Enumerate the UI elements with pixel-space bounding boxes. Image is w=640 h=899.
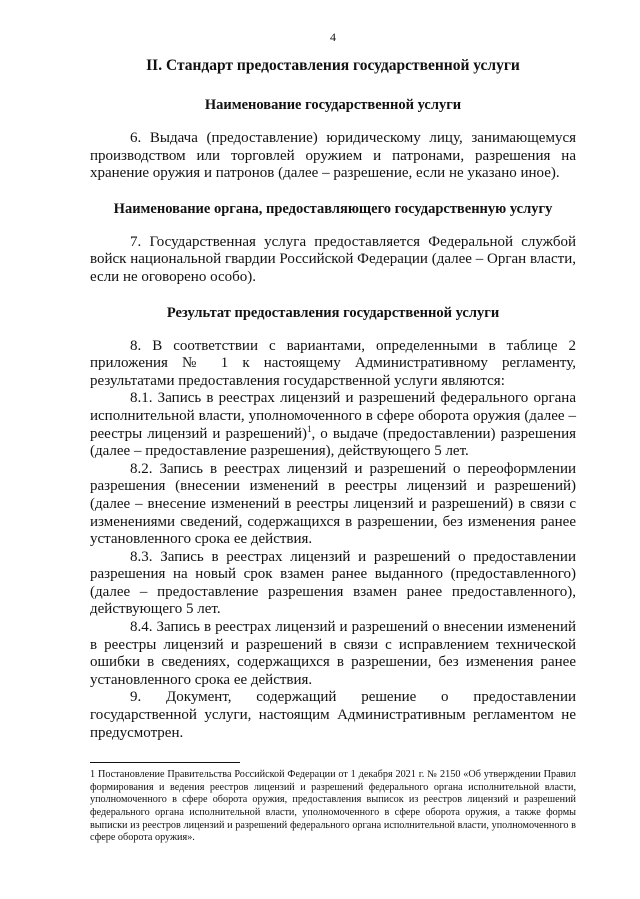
paragraph-8: 8. В соответствии с вариантами, определенными в таблице 2 приложения № 1 к настоящему Административному регламенту, результатами предоставления государственной услуги являются: bbox=[90, 337, 576, 389]
page-number: 4 bbox=[330, 30, 336, 44]
footnote-text: 1 Постановление Правительства Российской Федерации от 1 декабря 2021 г. № 2150 «Об утверждении Правил формирования и ведения реестров лицензий и разрешений федерального органа исполнительной власти, уполномоченного в сфере оборота оружия, предоставления выписок из реестров лицензий и разрешений федерального органа исполнительной власти, уполномоченного в сфере оборота оружия, а также формы выписки из реестров лицензий и разрешений федерального органа исполнительной власти, уполномоченного в сфере оборота оружия». bbox=[90, 769, 576, 844]
paragraph-8-1-continuation: , о выдаче (предоставлении) разрешения (далее – предоставление разрешения), действующего 5 лет. bbox=[90, 425, 576, 460]
heading-service-name: Наименование государственной услуги bbox=[204, 97, 462, 113]
paragraph-8-1-text: 8.1. Запись в реестрах лицензий и разрешений федерального органа исполнительной власти, уполномоченного в сфере оборота оружия (далее – реестры лицензий и разрешений) bbox=[90, 390, 576, 442]
paragraph-8-4: 8.4. Запись в реестрах лицензий и разрешений о внесении изменений в реестры лицензий и разрешений в связи с исправлением технической ошибки в сведениях, содержащихся в разрешении, без изменения ранее установленного срока ее действия. bbox=[90, 619, 576, 688]
heading-result: Результат предоставления государственной услуги bbox=[166, 304, 500, 321]
paragraph-8-2: 8.2. Запись в реестрах лицензий и разрешений о переоформлении разрешения (внесении изменений в реестры лицензий и разрешений) (далее – внесение изменений в реестры лицензий и разрешений) в связи с изменениями сведений, содержащихся в разрешении, без изменения ранее установленного срока ее действия. bbox=[90, 460, 576, 548]
footnote-reference[interactable]: 1 bbox=[307, 423, 312, 434]
heading-authority: Наименование органа, предоставляющего государственную услугу bbox=[113, 200, 553, 217]
paragraph-6: 6. Выдача (предоставление) юридическому лицу, занимающемуся производством или торговлей оружием и патронами, разрешения на хранение оружия и патронов (далее – разрешение, если не указано иное). bbox=[90, 130, 576, 182]
paragraph-8-1 bbox=[90, 390, 576, 460]
paragraph-8-3: 8.3. Запись в реестрах лицензий и разрешений о предоставлении разрешения на новый срок взамен ранее выданного (предоставленного) (далее – предоставление разрешения взамен ранее предоставленного), действующего 5 лет. bbox=[90, 548, 576, 618]
paragraph-9: 9. Документ, содержащий решение о предоставлении государственной услуги, настоящим Административным регламентом не предусмотрен. bbox=[90, 689, 576, 741]
section-title: II. Стандарт предоставления государственной услуги bbox=[146, 57, 520, 74]
footnote-divider bbox=[90, 762, 240, 763]
paragraph-7: 7. Государственная услуга предоставляется Федеральной службой войск национальной гвардии Российской Федерации (далее – Орган власти, если не оговорено особо). bbox=[90, 233, 576, 285]
